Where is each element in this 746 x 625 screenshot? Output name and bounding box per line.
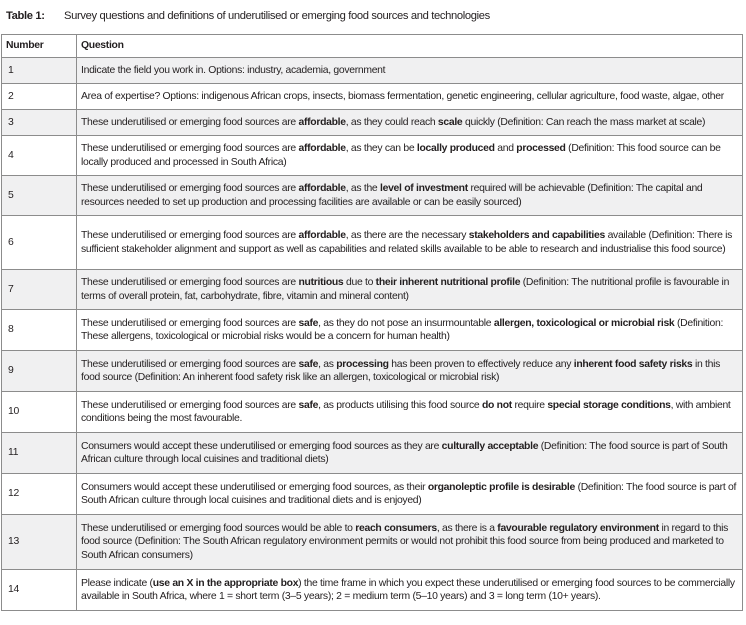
question-segment: Indicate the field you work in. Options: industry, academia, government — [81, 64, 386, 76]
question-emphasis: safe — [298, 358, 319, 370]
table-caption — [6, 9, 490, 23]
question-segment: , as they can be — [345, 143, 417, 155]
question-text — [77, 515, 743, 570]
question-number: 11 — [2, 433, 77, 474]
question-segment: due to — [343, 277, 376, 289]
question-text — [77, 58, 743, 84]
question-segment: These underutilised or emerging food sources are — [81, 230, 299, 242]
question-segment: and — [494, 143, 517, 155]
question-segment: in this food source (Definition: An inherent food safety risk like an allergen, toxicological or microbial risk) — [81, 358, 721, 383]
question-text — [77, 110, 743, 136]
question-segment: These underutilised or emerging food sources are — [81, 143, 299, 155]
question-number: 8 — [2, 310, 77, 351]
question-segment: These underutilised or emerging food sources are — [81, 399, 299, 411]
question-segment: These underutilised or emerging food sources are — [81, 277, 299, 289]
question-number: 6 — [2, 216, 77, 270]
question-segment: , as the — [345, 183, 381, 195]
question-emphasis: organoleptic profile is desirable — [427, 481, 575, 493]
table-row — [2, 392, 743, 433]
table-header-row — [2, 35, 743, 58]
question-number: 13 — [2, 515, 77, 570]
question-segment: , as they do not pose an insurmountable — [318, 317, 494, 329]
question-text — [77, 392, 743, 433]
question-segment: , as there is a — [436, 522, 498, 534]
question-segment: Please indicate ( — [81, 577, 153, 589]
question-emphasis: do not — [481, 399, 512, 411]
question-number: 12 — [2, 474, 77, 515]
question-text — [77, 216, 743, 270]
question-emphasis: affordable — [298, 116, 346, 128]
question-segment: (Definition: These allergens, toxicological or microbial risks would be a concern for human health) — [81, 317, 724, 342]
question-segment: (Definition: This food source can be locally produced and processed in South Africa) — [81, 143, 721, 168]
question-segment: in regard to this food source (Definition: The South African regulatory environment permits or would not prohibit this food source from being produced and marketed to South African consumers) — [81, 522, 728, 561]
question-segment: Area of expertise? Options: indigenous African crops, insects, biomass fermentation, genetic engineering, cellular agriculture, food waste, algae, other — [81, 90, 724, 102]
header-question: Question — [77, 35, 743, 58]
question-segment: , as they could reach — [345, 116, 438, 128]
question-number: 9 — [2, 351, 77, 392]
question-number: 2 — [2, 84, 77, 110]
question-number: 10 — [2, 392, 77, 433]
question-segment: These underutilised or emerging food sources are — [81, 358, 299, 370]
question-emphasis: processed — [516, 143, 566, 155]
question-emphasis: stakeholders and capabilities — [468, 230, 605, 242]
table-row — [2, 58, 743, 84]
question-emphasis: favourable regulatory environment — [497, 522, 659, 534]
question-segment: (Definition: The nutritional profile is favourable in terms of overall protein, fat, carbohydrate, fibre, vitamin and mineral content) — [81, 277, 730, 302]
question-number: 5 — [2, 176, 77, 216]
question-segment: available (Definition: There is sufficient stakeholder alignment and support as well as capabilities and related skills available to be able to research and industrialise this food source) — [81, 230, 733, 255]
question-segment: ) the time frame in which you expect these underutilised or emerging food sources to be commercially available in South Africa, where 1 = short term (3–5 years); 2 = medium term (5–10 years) and 3 = long term (10+ years). — [81, 577, 735, 602]
question-text — [77, 136, 743, 176]
question-segment: (Definition: The food source is part of South African culture through local cuisines and traditional diets) — [81, 440, 728, 465]
question-segment: has been proven to effectively reduce any — [388, 358, 574, 370]
question-emphasis: reach consumers — [355, 522, 437, 534]
survey-questions-table — [1, 34, 743, 611]
question-segment: , as products utilising this food source — [318, 399, 482, 411]
question-segment: These underutilised or emerging food sources are — [81, 183, 299, 195]
question-emphasis: nutritious — [298, 277, 344, 289]
table-row — [2, 176, 743, 216]
question-segment: (Definition: The food source is part of South African culture through local cuisines and traditional diets and is enjoyed) — [81, 481, 737, 506]
question-number: 7 — [2, 270, 77, 310]
question-emphasis: safe — [298, 399, 319, 411]
question-emphasis: processing — [336, 358, 389, 370]
table-row — [2, 515, 743, 570]
question-number: 4 — [2, 136, 77, 176]
question-emphasis: affordable — [298, 183, 346, 195]
question-emphasis: level of investment — [380, 183, 468, 195]
header-number: Number — [2, 35, 77, 58]
table-row — [2, 270, 743, 310]
question-text — [77, 570, 743, 611]
table-caption-title: Survey questions and definitions of underutilised or emerging food sources and technologies — [64, 10, 490, 22]
table-row — [2, 216, 743, 270]
question-emphasis: scale — [437, 116, 463, 128]
question-segment: quickly (Definition: Can reach the mass market at scale) — [462, 116, 706, 128]
question-segment: require — [511, 399, 548, 411]
question-segment: , as — [318, 358, 337, 370]
question-text — [77, 351, 743, 392]
table-row — [2, 474, 743, 515]
question-segment: These underutilised or emerging food sources are — [81, 116, 299, 128]
question-number: 3 — [2, 110, 77, 136]
question-text — [77, 433, 743, 474]
table-row — [2, 84, 743, 110]
question-segment: These underutilised or emerging food sources are — [81, 317, 299, 329]
question-emphasis: special storage conditions — [547, 399, 671, 411]
question-segment: required will be achievable (Definition: The capital and resources needed to set up production and processing facilities are available or can be easily sourced) — [81, 183, 703, 208]
table-row — [2, 433, 743, 474]
table-row — [2, 310, 743, 351]
question-emphasis: culturally acceptable — [441, 440, 539, 452]
question-segment: , with ambient conditions being the most favourable. — [81, 399, 731, 424]
question-emphasis: use an X in the appropriate box — [152, 577, 299, 589]
table-row — [2, 351, 743, 392]
question-segment: Consumers would accept these underutilised or emerging food sources, as their — [81, 481, 428, 493]
question-emphasis: safe — [298, 317, 319, 329]
question-text — [77, 84, 743, 110]
table-caption-label: Table 1: — [6, 10, 45, 22]
question-number: 14 — [2, 570, 77, 611]
question-emphasis: locally produced — [416, 143, 495, 155]
question-segment: Consumers would accept these underutilised or emerging food sources as they are — [81, 440, 442, 452]
question-emphasis: allergen, toxicological or microbial risk — [493, 317, 675, 329]
question-text — [77, 474, 743, 515]
question-number: 1 — [2, 58, 77, 84]
question-emphasis: affordable — [298, 230, 346, 242]
table-row — [2, 570, 743, 611]
question-emphasis: their inherent nutritional profile — [375, 277, 521, 289]
question-segment: , as there are the necessary — [345, 230, 469, 242]
table-row — [2, 136, 743, 176]
table-row — [2, 110, 743, 136]
question-emphasis: affordable — [298, 143, 346, 155]
question-segment: These underutilised or emerging food sources would be able to — [81, 522, 356, 534]
question-text — [77, 176, 743, 216]
question-text — [77, 270, 743, 310]
question-text — [77, 310, 743, 351]
question-emphasis: inherent food safety risks — [573, 358, 693, 370]
